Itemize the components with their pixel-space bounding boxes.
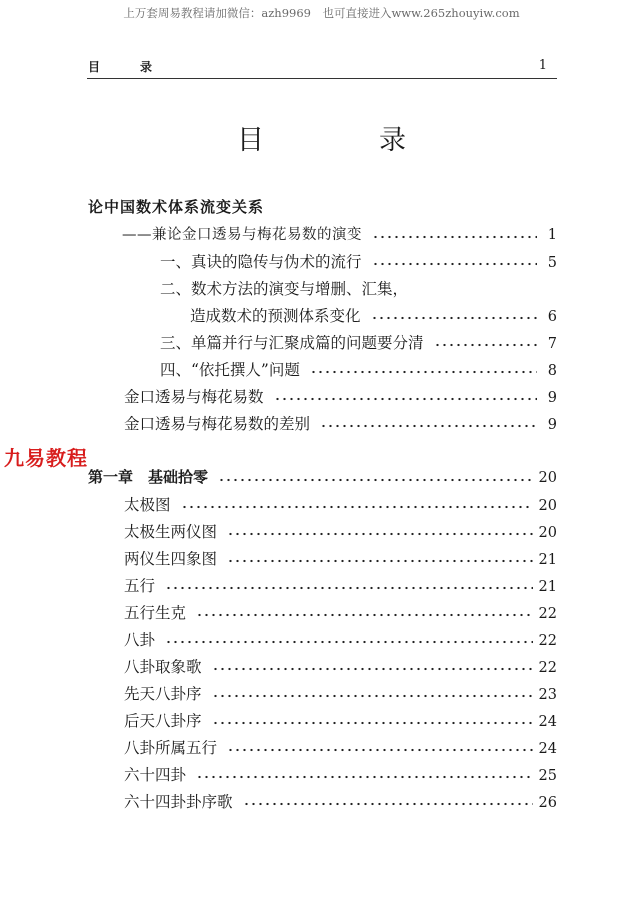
page-title: 目 录 (237, 125, 450, 156)
toc-entry-page: 6 (547, 309, 557, 325)
toc-entry-text: 六十四卦卦序歌 (124, 793, 233, 811)
toc-entry-page: 9 (547, 390, 557, 406)
toc-entry-page: 20 (538, 470, 557, 486)
watermark-banner: 上万套周易教程请加微信：azh9969 也可直接进入www.265zhouyiw.com (123, 6, 520, 20)
toc-entry-page: 20 (538, 498, 557, 514)
dot-leader (212, 721, 533, 725)
dot-leader (274, 397, 537, 401)
toc-entry-page: 24 (538, 741, 557, 757)
dot-leader (372, 235, 537, 239)
toc-entry-page: 24 (538, 714, 557, 730)
toc-entry[interactable] (160, 331, 557, 353)
toc-entry[interactable] (160, 358, 557, 380)
red-stamp-logo: 九易教程 (4, 446, 88, 470)
toc-entry-page: 23 (538, 687, 557, 703)
toc-entry[interactable] (160, 277, 557, 299)
dot-leader (227, 559, 533, 563)
toc-entry-page: 25 (538, 768, 557, 784)
toc-entry[interactable] (124, 412, 557, 434)
toc-entry[interactable] (160, 250, 557, 272)
toc-entry-page: 1 (547, 227, 557, 243)
dot-leader (165, 640, 533, 644)
toc-chapter-entry[interactable] (88, 466, 557, 488)
toc-entry-text: 先天八卦序 (124, 685, 202, 703)
toc-entry-continuation[interactable] (190, 304, 557, 326)
toc-entry-text: 六十四卦 (124, 766, 187, 784)
toc-entry-page: 7 (547, 336, 557, 352)
toc-entry-subtitle[interactable] (122, 223, 557, 245)
toc-entry[interactable] (124, 736, 557, 758)
running-head-title: 目 录 (88, 60, 167, 74)
toc-entry[interactable] (124, 574, 557, 596)
toc-entry-page: 5 (547, 255, 557, 271)
toc-entry-text: 后天八卦序 (124, 712, 202, 730)
toc-entry-text: 五行生克 (124, 604, 187, 622)
toc-entry[interactable] (124, 682, 557, 704)
toc-entry-text: 四、“依托撰人”问题 (160, 361, 300, 379)
toc-entry[interactable] (124, 790, 557, 812)
toc-entry[interactable] (124, 385, 557, 407)
toc-entry-page: 9 (547, 417, 557, 433)
toc-entry-text: 太极图 (124, 496, 171, 514)
toc-entry-page: 8 (547, 363, 557, 379)
dot-leader (218, 478, 533, 482)
toc-entry-text: 金口透易与梅花易数的差别 (124, 415, 311, 433)
toc-entry-page: 26 (538, 795, 557, 811)
toc-entry-text: 金口透易与梅花易数 (124, 388, 264, 406)
toc-entry[interactable] (124, 601, 557, 623)
toc-entry-text: 造成数术的预测体系变化 (190, 307, 361, 325)
toc-entry-text: 一、真诀的隐传与伪术的流行 (160, 253, 362, 271)
dot-leader (181, 505, 533, 509)
dot-leader (212, 667, 533, 671)
dot-leader (212, 694, 533, 698)
dot-leader (227, 532, 533, 536)
toc-entry-text: 两仪生四象图 (124, 550, 218, 568)
dot-leader (243, 802, 533, 806)
toc-entry-text: ——兼论金口透易与梅花易数的演变 (122, 227, 362, 243)
toc-entry[interactable] (124, 709, 557, 731)
dot-leader (434, 343, 537, 347)
essay-heading: 论中国数术体系流变关系 (88, 198, 265, 216)
dot-leader (320, 424, 537, 428)
toc-entry-page: 20 (538, 525, 557, 541)
toc-entry-page: 22 (538, 633, 557, 649)
toc-entry-text: 太极生两仪图 (124, 523, 218, 541)
toc-entry-text: 八卦取象歌 (124, 658, 202, 676)
dot-leader (310, 370, 537, 374)
toc-entry-text: 八卦所属五行 (124, 739, 218, 757)
dot-leader (227, 748, 533, 752)
toc-entry[interactable] (124, 493, 557, 515)
toc-entry[interactable] (124, 520, 557, 542)
toc-entry[interactable] (124, 628, 557, 650)
toc-entry-text: 八卦 (124, 631, 156, 649)
dot-leader (371, 316, 537, 320)
dot-leader (196, 613, 533, 617)
toc-entry[interactable] (124, 763, 557, 785)
running-head-page-number: 1 (538, 58, 547, 73)
dot-leader (372, 262, 537, 266)
toc-entry-text: 五行 (124, 577, 156, 595)
toc-entry[interactable] (124, 655, 557, 677)
toc-entry-text: 二、数术方法的演变与增删、汇集， (160, 280, 409, 298)
toc-entry-text: 三、单篇并行与汇聚成篇的问题要分清 (160, 334, 424, 352)
toc-entry[interactable] (124, 547, 557, 569)
toc-entry-page: 21 (538, 579, 557, 595)
chapter-title: 第一章 基础拾零 (88, 468, 209, 486)
running-head (87, 58, 557, 79)
dot-leader (196, 775, 533, 779)
dot-leader (165, 586, 533, 590)
toc-entry-page: 22 (538, 606, 557, 622)
toc-entry-page: 21 (538, 552, 557, 568)
toc-entry-page: 22 (538, 660, 557, 676)
